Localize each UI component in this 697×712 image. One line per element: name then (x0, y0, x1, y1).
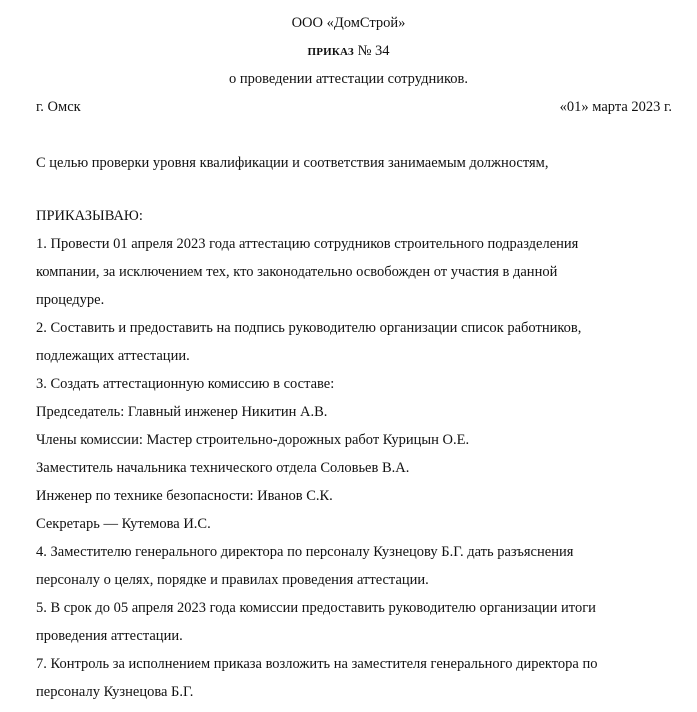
body-line: 3. Создать аттестационную комиссию в составе: (36, 376, 335, 392)
order-intro: С целью проверки уровня квалификации и соответствия занимаемым должностям, (36, 155, 549, 171)
order-number: № 34 (357, 43, 390, 59)
body-line: 1. Провести 01 апреля 2023 года аттестацию сотрудников строительного подразделения (36, 236, 579, 252)
body-line: 4. Заместителю генерального директора по персоналу Кузнецову Б.Г. дать разъяснения (36, 544, 574, 560)
order-date: «01» марта 2023 г. (559, 99, 672, 115)
order-word: ПРИКАЗ (307, 46, 354, 58)
order-subject: о проведении аттестации сотрудников. (228, 71, 468, 87)
body-line: проведения аттестации. (36, 628, 183, 644)
body-line: Заместитель начальника технического отдела Соловьев В.А. (36, 460, 410, 476)
body-line: компании, за исключением тех, кто законодательно освобожден от участия в данной (36, 264, 558, 280)
body-line: подлежащих аттестации. (36, 348, 190, 364)
body-line: 5. В срок до 05 апреля 2023 года комиссии предоставить руководителю организации итоги (36, 600, 596, 616)
order-city: г. Омск (36, 99, 81, 115)
body-line: процедуре. (36, 292, 105, 308)
body-line: Инженер по технике безопасности: Иванов С.К. (36, 488, 333, 504)
body-line: персоналу о целях, порядке и правилах проведения аттестации. (36, 572, 429, 588)
order-title (0, 43, 697, 60)
body-line: Председатель: Главный инженер Никитин А.В. (36, 404, 328, 420)
body-line: персоналу Кузнецова Б.Г. (36, 684, 194, 700)
body-line: 2. Составить и предоставить на подпись руководителю организации список работников, (36, 320, 582, 336)
body-line: Секретарь — Кутемова И.С. (36, 516, 211, 532)
order-heading: ПРИКАЗЫВАЮ: (36, 208, 143, 224)
company-name: ООО «ДомСтрой» (291, 15, 406, 31)
body-line: Члены комиссии: Мастер строительно-дорожных работ Курицын О.Е. (36, 432, 470, 448)
order-body (36, 236, 666, 712)
body-line: 7. Контроль за исполнением приказа возложить на заместителя генерального директора по (36, 656, 598, 672)
